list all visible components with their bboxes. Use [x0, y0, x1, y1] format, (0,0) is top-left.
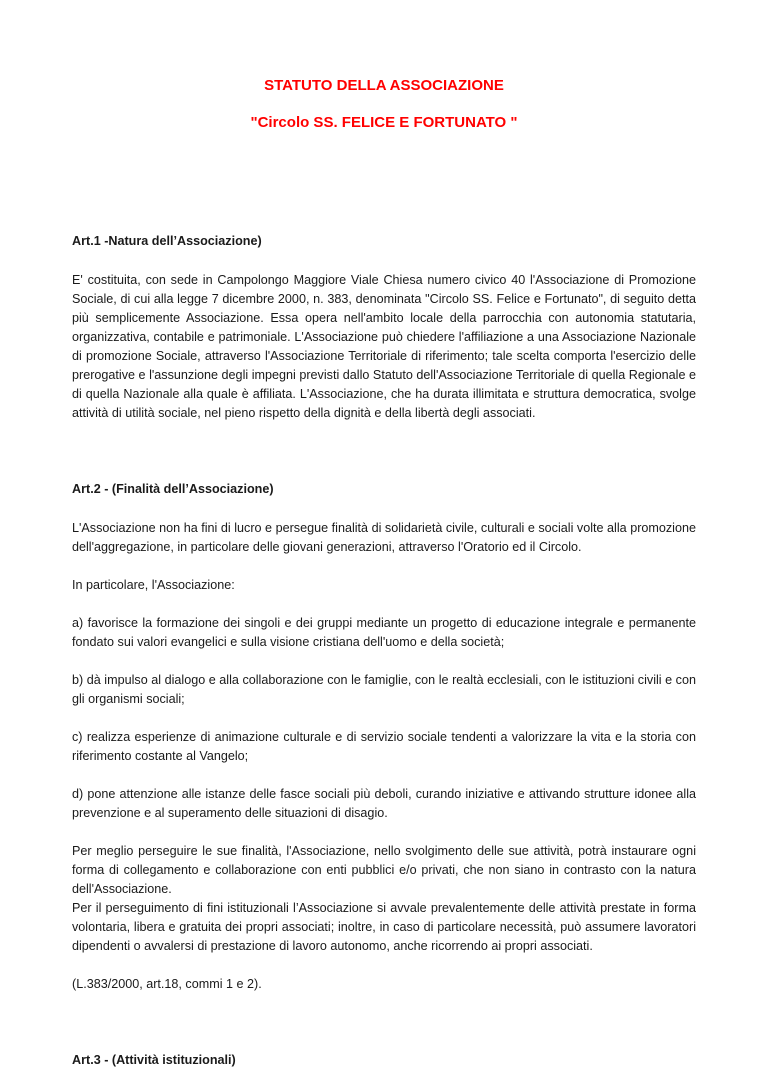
article-2-item-c: c) realizza esperienze di animazione culturale e di servizio sociale tendenti a valorizzare la vita e la storia con riferimento costante al Vangelo;: [72, 730, 696, 763]
article-1-heading: Art.1 -Natura dell’Associazione): [72, 234, 262, 248]
article-2-intro: L'Associazione non ha fini di lucro e persegue finalità di solidarietà civile, culturali e sociali volte alla promozione dell'aggregazione, in particolare delle giovani generazioni, attraverso l'Oratorio ed il Circolo.: [72, 521, 696, 554]
article-1-text: E' costituita, con sede in Campolongo Maggiore Viale Chiesa numero civico 40 l'Associazione di Promozione Sociale, di cui alla legge 7 dicembre 2000, n. 383, denominata "Circolo SS. Felice e Fortunato", di seguito detta più semplicemente Associazione. Essa opera nell'ambito locale della parrocchia con autonomia statutaria, organizzativa, contabile e patrimoniale. L'Associazione può chiedere l'affiliazione a una Associazione Nazionale di promozione Sociale, attraverso l'Associazione Territoriale di riferimento; tale scelta comporta l'esercizio delle prerogative e l'assunzione degli impegni previsti dallo Statuto dell'Associazione Territoriale di quella Regionale e di quella Nazionale alla quale è affiliata. L'Associazione, che ha durata illimitata e struttura democratica, svolge attività di utilità sociale, nel pieno rispetto della dignità e della libertà degli associati.: [72, 273, 696, 420]
article-2-in-particolare: In particolare, l'Associazione:: [72, 578, 235, 592]
article-2-item-d: d) pone attenzione alle istanze delle fasce sociali più deboli, curando iniziative e attivando strutture idonee alla prevenzione e al superamento delle situazioni di disagio.: [72, 787, 696, 820]
article-2: [72, 480, 696, 994]
article-2-heading: Art.2 - (Finalità dell’Associazione): [72, 482, 274, 496]
document-title: STATUTO DELLA ASSOCIAZIONE: [264, 77, 504, 94]
article-2-reference: (L.383/2000, art.18, commi 1 e 2).: [72, 977, 262, 991]
document-subtitle: "Circolo SS. FELICE E FORTUNATO ": [250, 114, 518, 131]
article-2-item-b: b) dà impulso al dialogo e alla collaborazione con le famiglie, con le realtà ecclesiali, con le istituzioni civili e con gli organismi sociali;: [72, 673, 696, 706]
article-2-item-a: a) favorisce la formazione dei singoli e dei gruppi mediante un progetto di educazione integrale e permanente fondato sui valori evangelici e sulla visione cristiana dell'uomo e della società;: [72, 616, 696, 649]
document-body: [72, 232, 696, 1070]
article-1: [72, 232, 696, 423]
article-2-collegamento: Per meglio perseguire le sue finalità, l'Associazione, nello svolgimento delle sue attività, potrà instaurare ogni forma di collegamento e collaborazione con enti pubblici e/o privati, che non siano in contrasto con la natura dell'Associazione.: [72, 844, 696, 896]
article-3: [72, 1051, 696, 1070]
article-2-volontari: Per il perseguimento di fini istituzionali l’Associazione si avvale prevalentemente delle attività prestate in forma volontaria, libera e gratuita dei propri associati; inoltre, in caso di particolare necessità, può assumere lavoratori dipendenti o avvalersi di prestazione di lavoro autonomo, anche ricorrendo ai propri associati.: [72, 901, 696, 953]
article-3-heading: Art.3 - (Attività istituzionali): [72, 1053, 236, 1067]
